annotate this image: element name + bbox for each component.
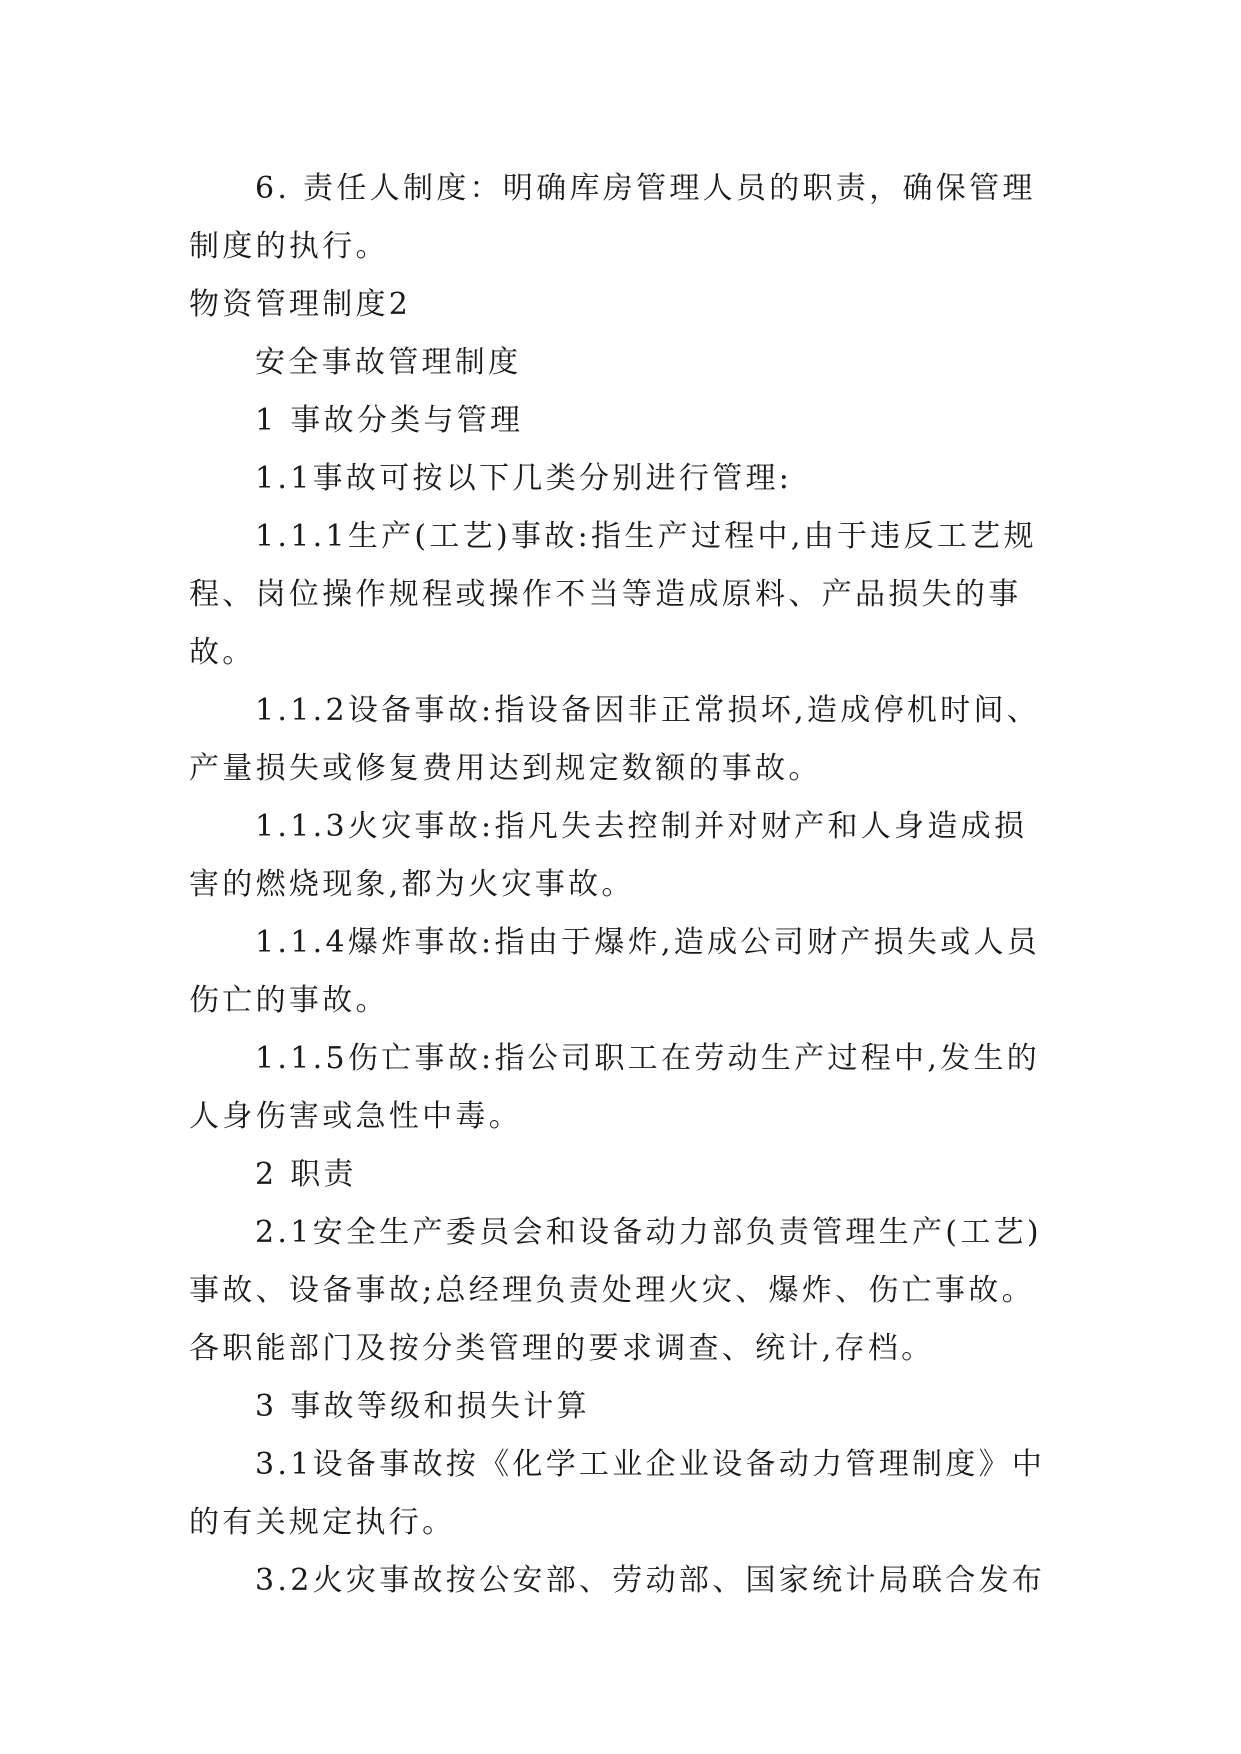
paragraph-1-1-4: 1.1.4爆炸事故:指由于爆炸,造成公司财产损失或人员伤亡的事故。: [189, 925, 1041, 1018]
document-heading: 安全事故管理制度: [255, 345, 522, 380]
paragraph-1-1-2: 1.1.2设备事故:指设备因非正常损坏,造成停机时间、产量损失或修复费用达到规定数额的事故。: [189, 693, 1041, 786]
heading-section-3: 3 事故等级和损失计算: [255, 1389, 590, 1424]
section-title-material-management-2: 物资管理制度2: [189, 287, 412, 322]
paragraph-1-1-5: 1.1.5伤亡事故:指公司职工在劳动生产过程中,发生的人身伤害或急性中毒。: [189, 1041, 1041, 1134]
paragraph-responsible-person: 6. 责任人制度：明确库房管理人员的职责，确保管理制度的执行。: [189, 171, 1036, 264]
paragraph-1-1: 1.1事故可按以下几类分别进行管理:: [255, 461, 793, 496]
paragraph-3-1: 3.1设备事故按《化学工业企业设备动力管理制度》中的有关规定执行。: [189, 1447, 1046, 1540]
paragraph-1-1-1: 1.1.1生产(工艺)事故:指生产过程中,由于违反工艺规程、岗位操作规程或操作不当等造成原料、产品损失的事故。: [189, 519, 1037, 670]
heading-section-2: 2 职责: [255, 1157, 357, 1192]
document-body: [189, 160, 1051, 1610]
paragraph-3-2: 3.2火灾事故按公安部、劳动部、国家统计局联合发布: [255, 1563, 1046, 1598]
paragraph-2-1: 2.1安全生产委员会和设备动力部负责管理生产(工艺)事故、设备事故;总经理负责处理火灾、爆炸、伤亡事故。各职能部门及按分类管理的要求调查、统计,存档。: [189, 1215, 1042, 1366]
heading-section-1: 1 事故分类与管理: [255, 403, 524, 438]
paragraph-1-1-3: 1.1.3火灾事故:指凡失去控制并对财产和人身造成损害的燃烧现象,都为火灾事故。: [189, 809, 1028, 902]
